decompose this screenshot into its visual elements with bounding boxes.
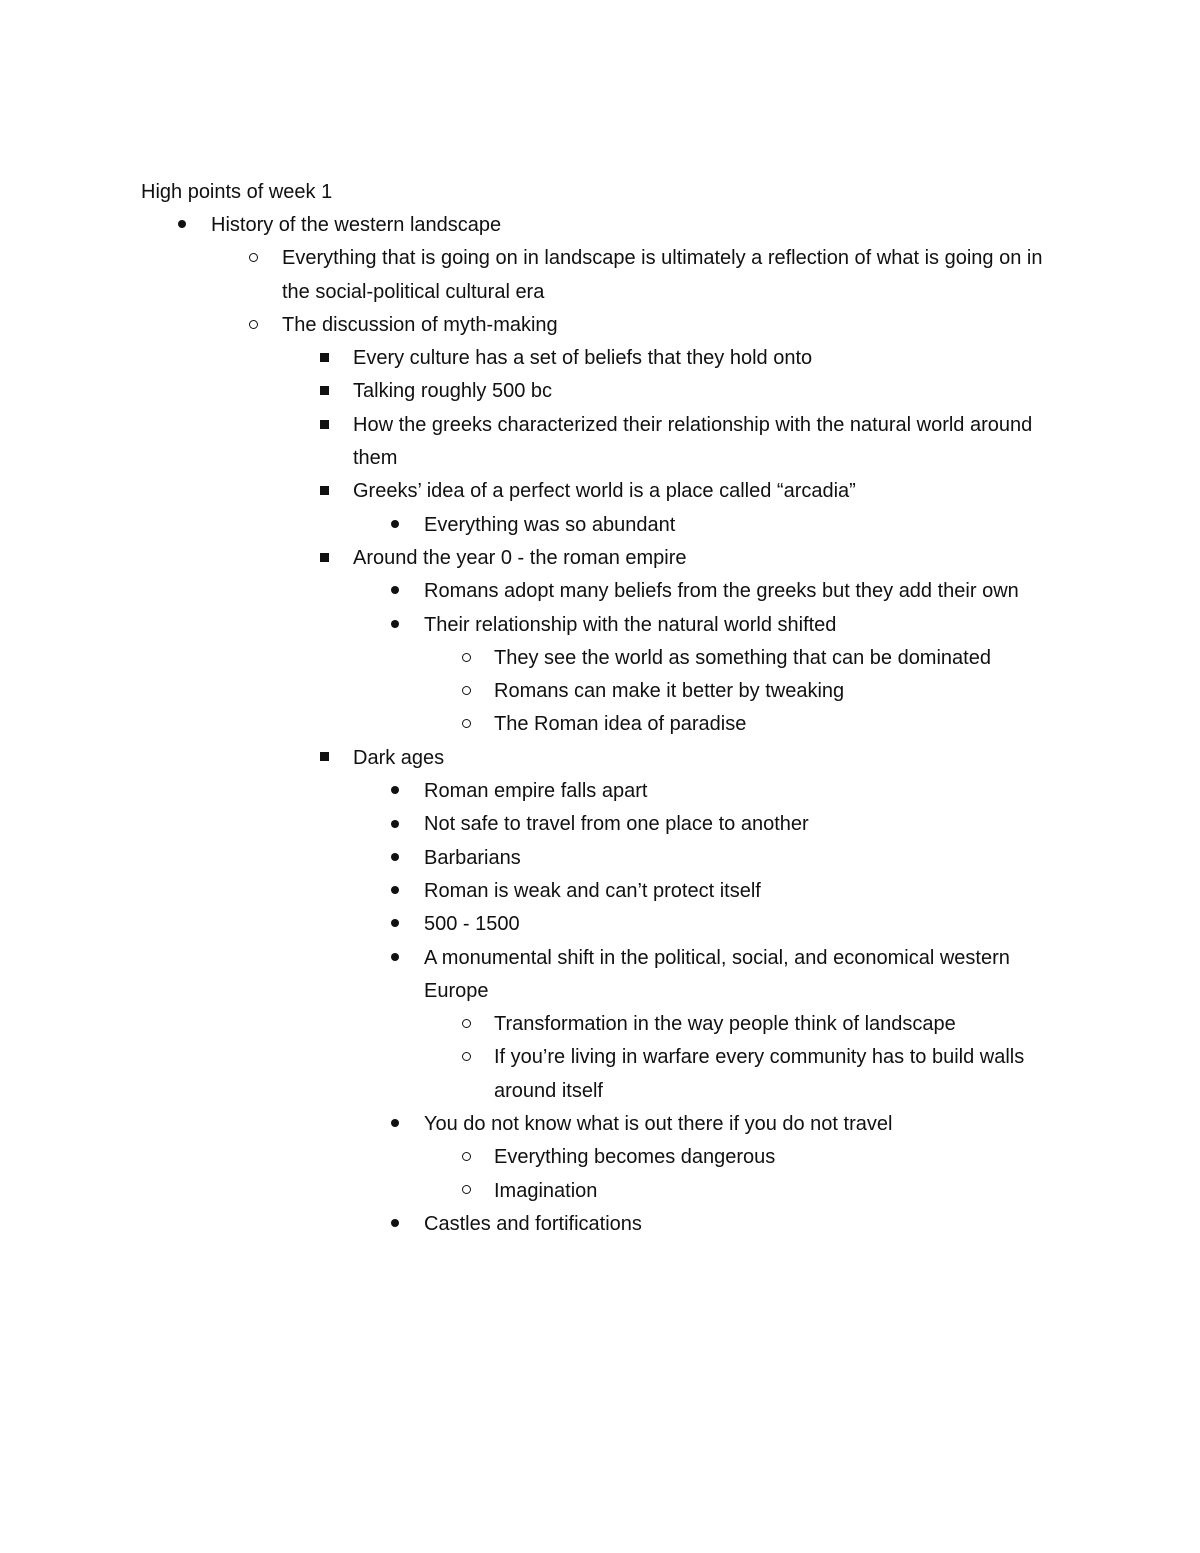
disc-icon [385,808,405,841]
list-item-text: You do not know what is out there if you do not travel [424,1113,893,1136]
list-item-text: Every culture has a set of beliefs that they hold onto [353,347,813,370]
list-item [0,842,1200,875]
circle-icon [456,642,476,675]
list-item [0,875,1200,908]
list-item-text: 500 - 1500 [424,913,520,936]
list-item-text: Imagination [494,1179,598,1202]
list-item [0,942,1200,1009]
list-item-text: Romans adopt many beliefs from the greeks but they add their own [424,580,1019,603]
list-item [0,1041,1200,1108]
notes-outline [0,209,1200,1241]
disc-icon [385,509,405,542]
list-item-text: History of the western landscape [211,214,502,236]
list-item [0,1108,1200,1141]
circle-icon [456,1041,476,1074]
list-item-text: Their relationship with the natural world shifted [424,613,837,636]
circle-icon [456,1141,476,1174]
disc-icon [385,575,405,608]
circle-icon [456,708,476,741]
list-item-text: Everything that is going on in landscape is ultimately a reflection of what is going on in the social-political cultural era [282,247,1043,303]
list-item [0,908,1200,941]
circle-icon [456,1008,476,1041]
square-icon [314,742,334,775]
list-item-text: Everything was so abundant [424,513,676,536]
list-item [0,309,1200,342]
list-item-text: How the greeks characterized their relationship with the natural world around them [353,413,1033,470]
disc-icon [385,942,405,975]
list-item [0,542,1200,575]
disc-icon [385,908,405,941]
list-item [0,675,1200,708]
disc-icon [385,775,405,808]
list-item-text: If you’re living in warfare every community has to build walls around itself [494,1046,1025,1102]
square-icon [314,475,334,508]
list-item-text: Around the year 0 - the roman empire [353,546,687,569]
list-item [0,475,1200,508]
list-item-text: Greeks’ idea of a perfect world is a place called “arcadia” [353,480,856,503]
list-item [0,775,1200,808]
list-item [0,609,1200,642]
square-icon [314,342,334,375]
disc-icon [385,609,405,642]
list-item-text: Transformation in the way people think of landscape [494,1013,956,1036]
list-item-text: Not safe to travel from one place to another [424,813,809,836]
list-item [0,342,1200,375]
list-item [0,1208,1200,1241]
square-icon [314,542,334,575]
square-icon [314,375,334,408]
list-item [0,1175,1200,1208]
list-item-text: A monumental shift in the political, social, and economical western Europe [424,946,1010,1002]
disc-icon [385,875,405,908]
list-item [0,209,1200,242]
list-item [0,575,1200,608]
list-item [0,808,1200,841]
page-title: High points of week 1 [141,181,333,203]
list-item [0,375,1200,408]
list-item [0,1141,1200,1174]
list-item [0,242,1200,309]
circle-icon [456,675,476,708]
circle-icon [243,242,263,275]
disc-icon [385,1208,405,1241]
list-item-text: The Roman idea of paradise [494,713,747,736]
list-item-text: Everything becomes dangerous [494,1146,776,1169]
list-item [0,1008,1200,1041]
list-item-text: Dark ages [353,746,445,769]
disc-icon [172,209,192,242]
list-item [0,409,1200,476]
list-item [0,708,1200,741]
list-item-text: Talking roughly 500 bc [353,380,553,403]
list-item-text: They see the world as something that can be dominated [494,646,991,669]
list-item-text: Castles and fortifications [424,1212,642,1235]
disc-icon [385,1108,405,1141]
list-item-text: The discussion of myth-making [282,313,558,336]
circle-icon [243,309,263,342]
list-item-text: Barbarians [424,846,521,869]
circle-icon [456,1175,476,1208]
list-item-text: Roman empire falls apart [424,780,648,803]
list-item [0,742,1200,775]
square-icon [314,409,334,442]
list-item-text: Romans can make it better by tweaking [494,680,845,703]
disc-icon [385,842,405,875]
list-item [0,509,1200,542]
list-item-text: Roman is weak and can’t protect itself [424,879,761,902]
list-item [0,642,1200,675]
